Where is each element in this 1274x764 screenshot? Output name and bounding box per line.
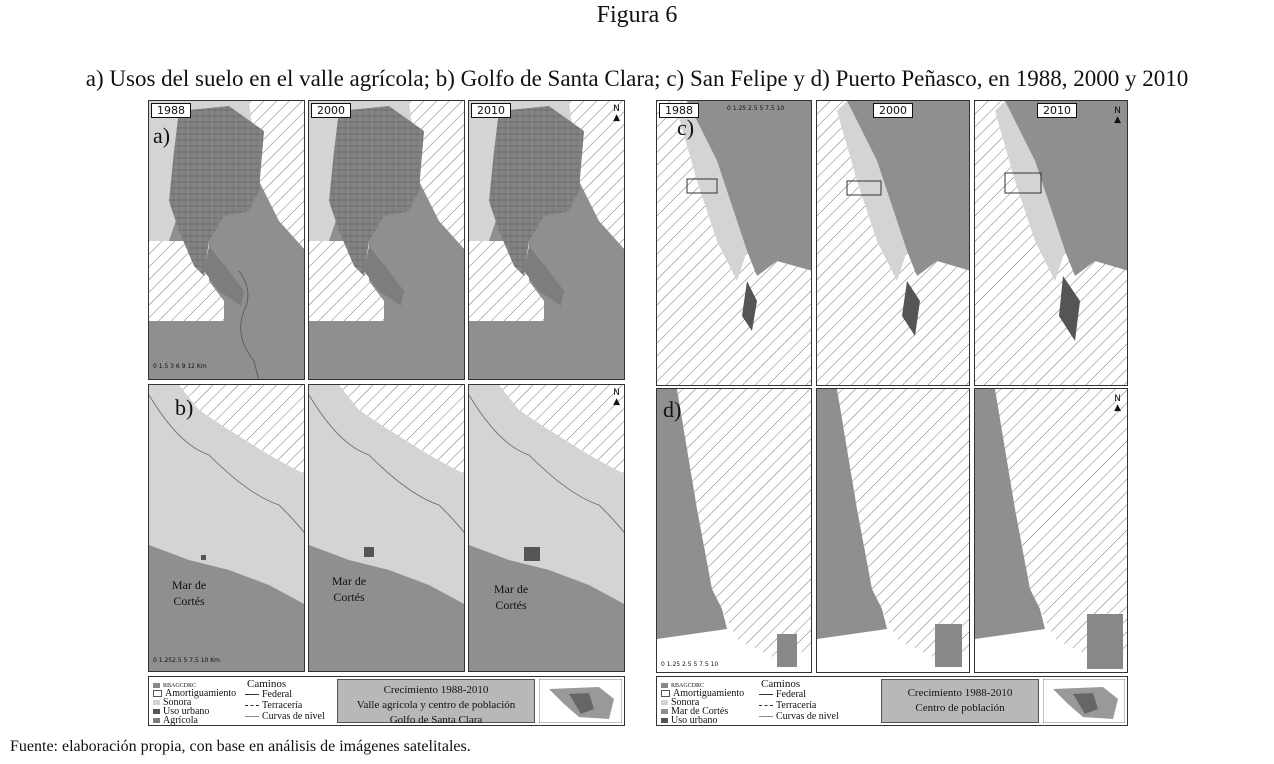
legend-item: Mar de Cortés [661, 707, 728, 717]
roads-title: Caminos [247, 678, 287, 690]
road-item: Federal [759, 690, 806, 700]
map-c-2000 [817, 101, 970, 386]
map-panel-b-1988 [148, 384, 305, 672]
panel-label-c: c) [677, 115, 695, 140]
scale-bar-a: 0 1.5 3 6 9 12 Km [153, 363, 207, 370]
panel-label-b: b) [175, 395, 194, 420]
growth-line: Crecimiento 1988-2010 [383, 684, 489, 696]
map-b-2010 [469, 385, 625, 672]
sea-label: Mar de Cortés [493, 582, 529, 612]
north-arrow-icon: N ▲ [613, 388, 620, 407]
growth-line: Golfo de Santa Clara [389, 714, 483, 726]
map-panel-a-2010 [468, 100, 625, 380]
road-item: Federal [245, 690, 292, 700]
year-tag: 2010 [471, 103, 511, 118]
panel-label-a: a) [153, 123, 171, 148]
locator-map [1043, 679, 1125, 723]
growth-box [881, 679, 1039, 723]
map-panel-d-1988 [656, 388, 812, 673]
growth-box [337, 679, 535, 726]
sea-label: Mar de Cortés [171, 578, 207, 608]
map-panel-d-2010 [974, 388, 1128, 673]
map-d-2000 [817, 389, 970, 673]
roads-title: Caminos [761, 678, 801, 690]
road-item: Terracería [759, 701, 816, 711]
year-tag: 1988 [659, 103, 699, 118]
scale-bar-c: 0 1.25 2.5 5 7.5 10 [727, 105, 785, 112]
map-c-1988 [657, 101, 812, 386]
map-d-2010 [975, 389, 1128, 673]
locator-map [539, 679, 622, 723]
growth-line: Centro de población [915, 702, 1005, 714]
year-tag: 1988 [151, 103, 191, 118]
legend-item: Amortiguamiento [153, 689, 236, 699]
figure-subtitle: a) Usos del suelo en el valle agrícola; b) Golfo de Santa Clara; c) San Felipe y d) Puerto Peñasco, en 1988, 2000 y 2010 [85, 66, 1189, 91]
legend-item: RBAGCDRC [153, 681, 196, 691]
year-tag: 2010 [1037, 103, 1077, 118]
growth-line: Valle agrícola y centro de población [356, 699, 516, 711]
north-arrow-icon: N ▲ [613, 104, 620, 123]
source-note: Fuente: elaboración propia, con base en análisis de imágenes satelitales. [10, 738, 471, 755]
scale-bar-d: 0 1.25 2.5 5 7.5 10 [661, 661, 719, 668]
map-a-2000 [309, 101, 465, 380]
growth-line: Crecimiento 1988-2010 [907, 687, 1013, 699]
map-a-1988 [149, 101, 305, 380]
scale-bar-b: 0 1.252.5 5 7.5 10 Km [153, 657, 221, 664]
map-a-2010 [469, 101, 625, 380]
map-panel-c-1988 [656, 100, 812, 386]
year-tag: 2000 [873, 103, 913, 118]
legend-left [148, 676, 625, 726]
figure-title: Figura 6 [596, 2, 678, 28]
road-item: Terracería [245, 701, 302, 711]
panel-label-d: d) [663, 397, 682, 422]
map-b-1988 [149, 385, 305, 672]
map-panel-a-1988 [148, 100, 305, 380]
north-arrow-icon: N ▲ [1114, 106, 1121, 125]
map-panel-a-2000 [308, 100, 465, 380]
legend-item: Amortiguamiento [661, 689, 744, 699]
sea-label: Mar de Cortés [331, 574, 367, 604]
map-b-2000 [309, 385, 465, 672]
road-item: Curvas de nivel [759, 712, 839, 722]
legend-item: Uso urbano [661, 716, 717, 726]
legend-item: Uso urbano [153, 707, 209, 717]
legend-item: Sonora [661, 698, 699, 708]
map-panel-b-2000 [308, 384, 465, 672]
legend-right [656, 676, 1128, 726]
map-d-1988 [657, 389, 812, 673]
legend-item: Agrícola [153, 716, 198, 726]
legend-item: Sonora [153, 698, 191, 708]
year-tag: 2000 [311, 103, 351, 118]
map-panel-c-2010 [974, 100, 1128, 386]
legend-item: RBAGCDRC [661, 681, 704, 691]
road-item: Curvas de nivel [245, 712, 325, 722]
map-panel-b-2010 [468, 384, 625, 672]
north-arrow-icon: N ▲ [1114, 394, 1121, 413]
map-panel-d-2000 [816, 388, 970, 673]
map-panel-c-2000 [816, 100, 970, 386]
map-c-2010 [975, 101, 1128, 386]
